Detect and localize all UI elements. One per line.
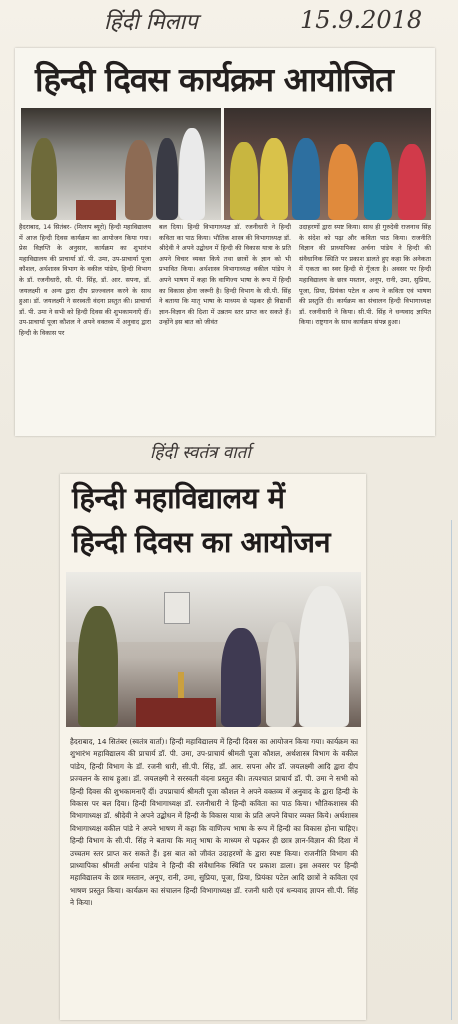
notebook-margin-rule xyxy=(451,520,452,1020)
clip1-photo-lamp-lighting xyxy=(21,108,221,220)
newspaper-clip-swatantra-vaarta xyxy=(60,474,366,1020)
handwritten-date: 15.9.2018 xyxy=(300,6,423,34)
clip1-column-2: बल दिया। हिन्दी विभागाध्यक्ष डॉ. रजनीधारी ने हिन्दी कविता का पाठ किया। भौतिक शास्त्र की विभागाध्यक्ष डॉ. श्रीदेवी ने अपने उद्बोधन में हिन्दी की विकास यात्रा के प्रति अपने विचार व्यक्त किये तथा छात्रों के ज्ञान को भी प्रभावित किया। अर्थशास्त्र विभागाध्यक्ष वकील पांडेय ने अपने भाषण में कहा कि वाणिज्य भाषा के रूप में हिन्दी का विकास होना जरूरी है। हिन्दी विभाग के सी.पी. सिंह ने बताया कि मातृ भाषा के माध्यम से पढ़कर ही विद्यार्थी ज्ञान-विज्ञान की दिशा में उन्नतम स्तर प्राप्त कर सकते हैं। उन्होंने इस बात को जीवंत xyxy=(159,223,291,327)
handwritten-source-note: हिंदी मिलाप xyxy=(104,10,198,35)
clip1-column-1: हैदराबाद, 14 सितंबर- (मिलाप ब्यूरो) हिन्दी महाविद्यालय में आज हिन्दी दिवस कार्यक्रम का आयोजन किया गया। प्रेस विज्ञप्ति के अनुसार, कार्यक्रम का शुभारंभ महाविद्यालय की प्राचार्या डॉ. पी. उमा, उप-प्राचार्या पूजा कौशल, अर्थशास्त्र विभाग के वकील पांडेय, हिन्दी विभाग के डॉ. रजनीधारी, सी. पी. सिंह, डॉ. आर. सपना, डॉ. जयलक्ष्मी व अन्य द्वारा दीप प्रज्ज्वलन करने के साथ हुआ। डॉ. जयलक्ष्मी ने सरस्वती वंदना प्रस्तुत की। प्राचार्या डॉ. पी. उमा ने सभी को हिन्दी दिवस की शुभकामनाएँ दीं। उप-प्राचार्या पूजा कौशल ने अपने वक्तव्य में अनुवाद द्वारा हिन्दी के विकास पर xyxy=(19,223,151,337)
clip1-article-columns xyxy=(19,222,431,432)
newspaper-clip-milap xyxy=(15,48,435,436)
clip2-headline-line1: हिन्दी महाविद्यालय में xyxy=(72,481,285,515)
clip2-article-body: हैदराबाद, 14 सितंबर (स्वतंत्र वार्ता)। हिन्दी महाविद्यालय में हिन्दी दिवस का आयोजन किया गया। कार्यक्रम का शुभारंभ महाविद्यालय की प्राचार्य डॉ. पी. उमा, उप-प्राचार्य श्रीमती पूजा कौशल, अर्थशास्त्र विभाग के वकील पांडेय, हिन्दी विभाग के डॉ. रजनी धारी, सी.पी. सिंह, डॉ. आर. सपना और डॉ. जयलक्ष्मी आदि द्वारा दीप प्रज्वलन के साथ हुआ। डॉ. जयलक्ष्मी ने सरस्वती वंदना प्रस्तुत की। तत्पश्चात प्राचार्य डॉ. पी. उमा ने सभी को हिन्दी दिवस की शुभकामनाएँ दीं। उपप्राचार्य श्रीमती पूजा कौशल ने अपने वक्तव्य में अनुवाद के द्वारा हिन्दी के विकास पर बल दिया। हिन्दी विभागाध्यक्ष डॉ. रजनीधारी ने हिन्दी कविता का पाठ किया। भौतिकशास्त्र की विभागाध्यक्ष डॉ. श्रीदेवी ने अपने उद्बोधन में हिन्दी के विकास यात्रा के प्रति अपने विचार व्यक्त किये। अर्थशास्त्र विभागाध्यक्ष वकील पांडे ने अपने भाषण में कहा कि वाणिज्य भाषा के रूप में हिन्दी का विकास होना चाहिए। हिन्दी विभाग के सी.पी. सिंह ने बताया कि मातृ भाषा के माध्यम से पढ़कर ही छात्र ज्ञान-विज्ञान की दिशा में उच्चतम स्तर प्राप्त कर सकते हैं। इस बात को जीवंत उदाहरणों के द्वारा स्पष्ट किया। राजनीति विभाग की प्राध्यापिका श्रीमती अर्चना पांडेय ने हिन्दी की संवैधानिक स्थिति पर प्रकाश डाला। इस अवसर पर हिन्दी महाविद्यालय के छात्र मस्तान, अनूप, रानी, उमा, सुप्रिया, पूजा, प्रिया, प्रियंका पटेल आदि छात्रों ने कविता एवं भाषण प्रस्तुत किया। कार्यक्रम का संचालन हिन्दी विभागाध्यक्ष डॉ. रजनी धारी एवं धन्यवाद ज्ञापन सी.पी. सिंह ने किया। xyxy=(70,737,358,908)
clip2-photo-lamp-lighting xyxy=(66,572,361,727)
clip1-headline: हिन्दी दिवस कार्यक्रम आयोजित xyxy=(35,60,393,99)
handwritten-clip2-source: हिंदी स्वतंत्र वार्ता xyxy=(150,443,251,463)
clip1-photo-audience xyxy=(224,108,431,220)
clip1-column-3: उदाहरणों द्वारा स्पष्ट किया। साथ ही गुरुदेवी राजनाथ सिंह के संदेश को पढ़ा और कविता पाठ किया। राजनीति विज्ञान की प्राध्यापिका अर्चना पांडेय ने हिन्दी की संवैधानिक स्थिति पर प्रकाश डालते हुए कहा कि अनेकता में एकता का स्वर हिन्दी से गूँजता है। अवसर पर हिन्दी महाविद्यालय के छात्र मस्तान, अनूप, रानी, उमा, सुप्रिया, पूजा, प्रिया, प्रियंका पटेल व अन्य ने कविता एवं भाषण की प्रस्तुति दी। कार्यक्रम का संचालन हिन्दी विभागाध्यक्ष डॉ. रजनीधारी ने किया। सी.पी. सिंह ने धन्यवाद ज्ञापित किया। राष्ट्रगान के साथ कार्यक्रम संपन्न हुआ। xyxy=(299,223,431,327)
clip2-headline-line2: हिन्दी दिवस का आयोजन xyxy=(72,525,331,559)
clip1-photos xyxy=(21,108,431,220)
